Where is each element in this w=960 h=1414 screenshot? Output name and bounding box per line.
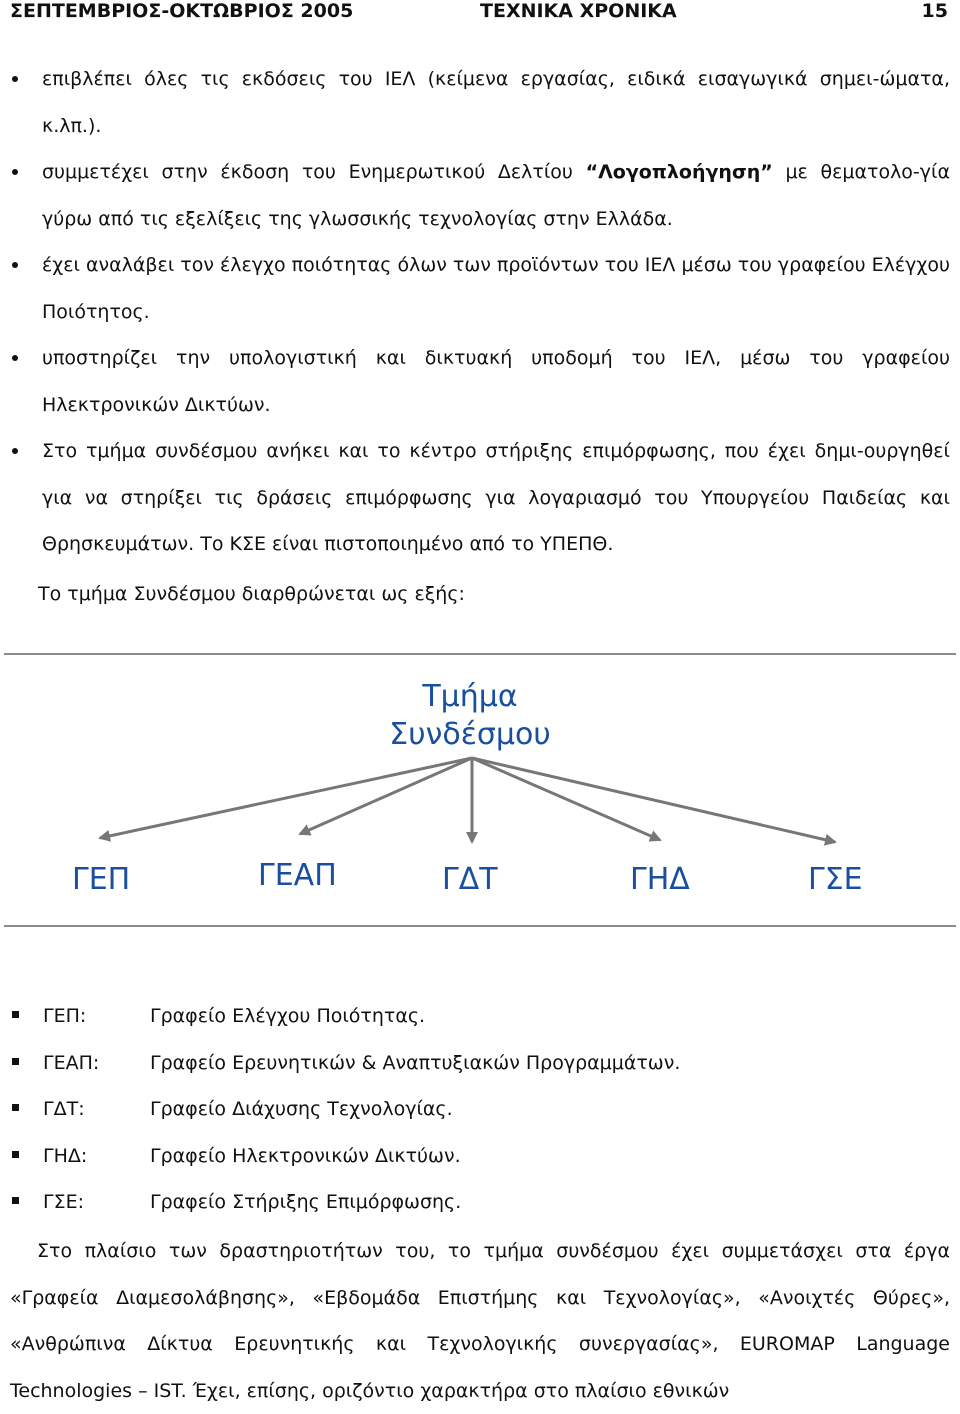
diagram-node-gse: ΓΣΕ <box>808 862 863 897</box>
legend-abbr: ΓΕΑΠ: <box>43 1051 100 1074</box>
connector-gep <box>100 758 472 838</box>
close-quote: ” <box>760 161 773 183</box>
diagram-node-gdt: ΓΔΤ <box>442 862 498 897</box>
list-item-text-after: με θεματολο-γία γύρω από τις εξελίξεις της γλωσσικής τεχνολογίας στην Ελλάδα. <box>42 161 950 230</box>
list-item <box>0 149 960 242</box>
bullet-dot-icon <box>12 262 18 268</box>
legend-abbr: ΓΔΤ: <box>43 1098 85 1120</box>
closing-paragraph <box>10 1228 950 1414</box>
legend-item <box>0 1136 960 1183</box>
legend-item <box>0 1089 960 1136</box>
page-header <box>0 0 960 24</box>
diagram-root-line1: Τμήμα <box>422 679 518 714</box>
legend-desc: Γραφείο Ηλεκτρονικών Δικτύων. <box>150 1144 461 1167</box>
list-item-text: επιβλέπει όλες τις εκδόσεις του ΙΕΛ (κείμενα εργασίας, ειδικά εισαγωγικά σημει-ώματα, κ.λπ.). <box>42 68 950 137</box>
bullet-dot-icon <box>12 76 18 82</box>
header-date: ΣΕΠΤΕΜΒΡΙΟΣ-ΟΚΤΩΒΡΙΟΣ 2005 <box>10 0 354 22</box>
connector-ghd <box>472 758 660 840</box>
square-bullet-icon <box>12 1151 19 1158</box>
square-bullet-icon <box>12 1104 19 1111</box>
legend-abbr: ΓΣΕ: <box>43 1191 84 1213</box>
page-number: 15 <box>921 0 948 22</box>
diagram-node-ghd: ΓΗΔ <box>630 862 690 897</box>
bullet-dot-icon <box>12 448 18 454</box>
legend-item <box>0 1043 960 1090</box>
list-item-text: Στο τμήμα συνδέσμου ανήκει και το κέντρο στήριξης επιμόρφωσης, που έχει δημι-ουργηθεί για να στηρίξει τις δράσεις επιμόρφωσης για λογαριασμό του Υπουργείου Παιδείας και Θρησκευμάτων. Το ΚΣΕ είναι πιστοποιημένο από το ΥΠΕΠΘ. <box>42 440 950 555</box>
square-bullet-icon <box>12 1197 19 1204</box>
legend-desc: Γραφείο Ελέγχου Ποιότητας. <box>150 1005 426 1027</box>
diagram-root-line2: Συνδέσμου <box>389 717 551 752</box>
list-item <box>0 428 960 568</box>
list-item <box>0 242 960 335</box>
legend-abbr: ΓΗΔ: <box>43 1144 88 1167</box>
open-quote: “ <box>585 161 599 183</box>
abbreviation-legend <box>0 996 960 1229</box>
connector-geap <box>300 758 472 834</box>
diagram-root <box>360 678 580 754</box>
diagram-node-gep: ΓΕΠ <box>72 862 131 897</box>
bullet-list <box>0 56 960 568</box>
header-section-title: ΤΕΧΝΙΚΑ ΧΡΟΝΙΚΑ <box>480 0 677 22</box>
list-item <box>0 56 960 149</box>
legend-desc: Γραφείο Διάχυσης Τεχνολογίας. <box>150 1098 453 1120</box>
square-bullet-icon <box>12 1011 19 1018</box>
bullet-dot-icon <box>12 169 18 175</box>
legend-desc: Γραφείο Στήριξης Επιμόρφωσης. <box>150 1191 462 1213</box>
list-item-text-before: συμμετέχει στην έκδοση του Ενημερωτικού Δελτίου <box>42 161 586 183</box>
connector-gse <box>472 758 835 842</box>
square-bullet-icon <box>12 1058 19 1065</box>
org-diagram <box>0 650 960 930</box>
list-item <box>0 335 960 428</box>
newsletter-title: Λογοπλοήγηση <box>598 161 761 183</box>
closing-text: Στο πλαίσιο των δραστηριοτήτων του, το τμήμα συνδέσμου έχει συμμετάσχει στα έργα «Γραφεία Διαμεσολάβησης», «Εβδομάδα Επιστήμης και Τεχνολογίας», «Ανοιχτές Θύρες», «Ανθρώπινα Δίκτυα Ερευνητικής και Τεχνολογικής συνεργασίας», EUROMAP Language Technologies – IST. Έχει, επίσης, οριζόντιο χαρακτήρα στο πλαίσιο εθνικών <box>10 1240 950 1402</box>
legend-desc: Γραφείο Ερευνητικών & Αναπτυξιακών Προγραμμάτων. <box>150 1051 681 1074</box>
list-item-text: έχει αναλάβει τον έλεγχο ποιότητας όλων των προϊόντων του ΙΕΛ μέσω του γραφείου Ελέγχου Ποιότητος. <box>42 254 950 323</box>
list-item-text: υποστηρίζει την υπολογιστική και δικτυακή υποδομή του ΙΕΛ, μέσω του γραφείου Ηλεκτρονικών Δικτύων. <box>42 347 950 416</box>
bullet-dot-icon <box>12 355 18 361</box>
legend-abbr: ΓΕΠ: <box>43 1005 87 1027</box>
structure-intro: Το τμήμα Συνδέσμου διαρθρώνεται ως εξής: <box>38 583 465 605</box>
diagram-node-geap: ΓΕΑΠ <box>258 858 337 893</box>
legend-item <box>0 996 960 1043</box>
legend-item <box>0 1182 960 1229</box>
